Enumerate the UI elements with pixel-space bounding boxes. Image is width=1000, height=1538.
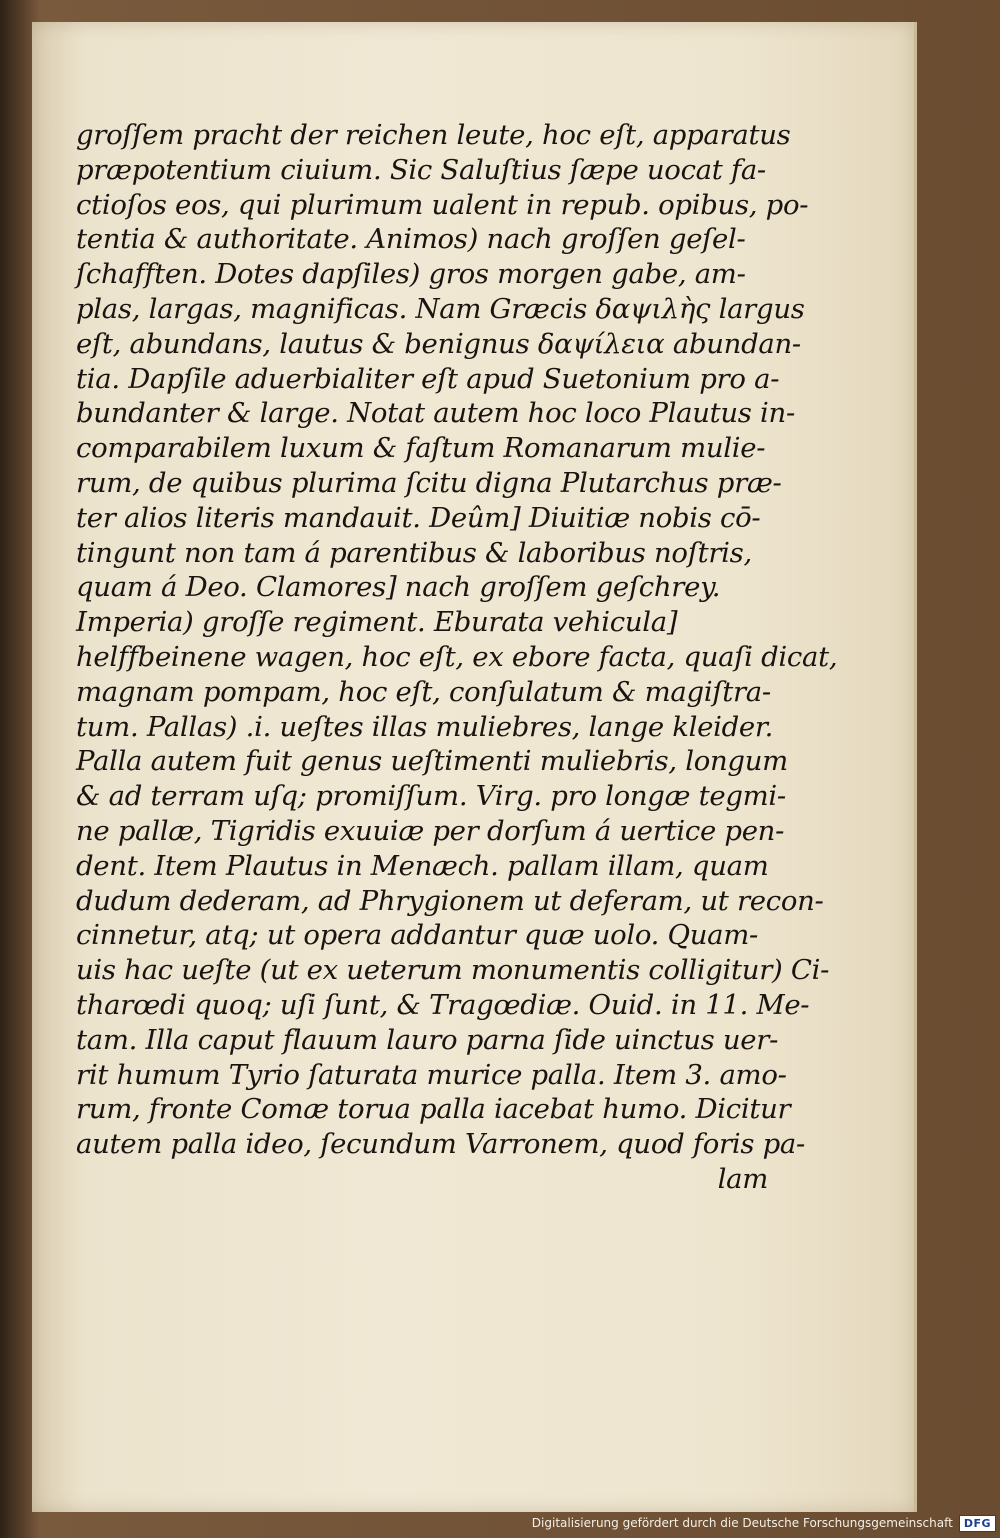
text-line: plas, largas, magnificas. Nam Græcis δαψιλὴς largus <box>76 292 805 325</box>
text-line: tam. Illa caput flauum lauro parna ſide uinctus uer- <box>76 1023 779 1056</box>
text-line: quam á Deo. Clamores] nach groſſem geſchrey. <box>76 571 721 604</box>
text-line: comparabilem luxum & faſtum Romanarum mulie- <box>76 432 766 465</box>
text-line: autem palla ideo, ſecundum Varronem, quod foris pa- <box>76 1128 805 1161</box>
text-line: tia. Dapſile aduerbialiter eſt apud Suetonium pro a- <box>76 362 780 395</box>
text-line: dudum dederam, ad Phrygionem ut deferam, ut recon- <box>76 884 824 917</box>
text-line: ſchafften. Dotes dapſiles) gros morgen gabe, am- <box>76 258 746 291</box>
text-line: bundanter & large. Notat autem hoc loco Plautus in- <box>76 397 795 430</box>
text-line: groſſem pracht der reichen leute, hoc eſt, apparatus <box>76 119 791 151</box>
page-text <box>76 118 838 1197</box>
text-line: cinnetur, atq; ut opera addantur quæ uolo. Quam- <box>76 919 759 952</box>
text-line: tum. Pallas) .i. ueſtes illas muliebres, lange kleider. <box>76 710 774 743</box>
digitization-footer <box>532 1512 996 1534</box>
text-line: & ad terram uſq; promiſſum. Virg. pro longæ tegmi- <box>76 780 786 813</box>
text-line: Imperia) groſſe regiment. Eburata vehicula] <box>76 606 678 639</box>
text-line: rum, fronte Comæ torua palla iacebat humo. Dicitur <box>76 1093 791 1126</box>
text-line: uis hac ueſte (ut ex ueterum monumentis colligitur) Ci- <box>76 954 830 987</box>
text-line: ne pallæ, Tigridis exuuiæ per dorſum á uertice pen- <box>76 814 785 847</box>
text-line: rum, de quibus plurima ſcitu digna Plutarchus præ- <box>76 466 782 499</box>
text-line: tharœdi quoq; uſi ſunt, & Tragœdiæ. Ouid. in 11. Me- <box>76 988 810 1021</box>
text-line: eſt, abundans, lautus & benignus δαψίλεια abundan- <box>76 327 801 360</box>
text-line: ter alios literis mandauit. Deûm] Diuitiæ nobis cō- <box>76 501 761 534</box>
dfg-logo: DFG <box>959 1515 996 1532</box>
catchword: lam <box>717 1162 768 1195</box>
text-line: magnam pompam, hoc eſt, conſulatum & magiſtra- <box>76 675 771 708</box>
text-line: ctioſos eos, qui plurimum ualent in repub. opibus, po- <box>76 188 809 221</box>
text-line: tentia & authoritate. Animos) nach groſſen geſel- <box>76 223 746 256</box>
text-line: præpotentium ciuium. Sic Saluſtius ſæpe uocat fa- <box>76 153 766 186</box>
text-line: rit humum Tyrio ſaturata murice palla. Item 3. amo- <box>76 1058 787 1091</box>
text-line: tingunt non tam á parentibus & laboribus noſtris, <box>76 536 752 569</box>
text-line: helffbeinene wagen, hoc eſt, ex ebore facta, quaſi dicat, <box>76 640 838 673</box>
funding-credit: Digitalisierung gefördert durch die Deutsche Forschungsgemeinschaft <box>531 1516 953 1530</box>
text-line: dent. Item Plautus in Menæch. pallam illam, quam <box>76 849 769 882</box>
text-line: Palla autem fuit genus ueſtimenti muliebris, longum <box>76 745 788 778</box>
